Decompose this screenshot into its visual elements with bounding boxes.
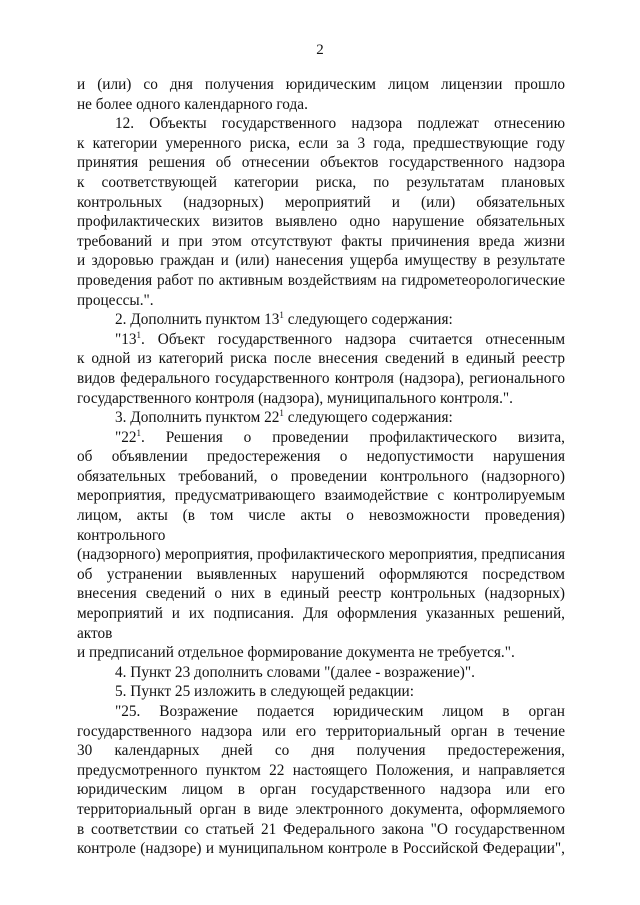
text-line: к соответствующей категории риска, по результатам плановых	[77, 173, 565, 191]
text-line: предусмотренного пунктом 22 настоящего Положения, и направляется	[77, 761, 565, 779]
text-line: и предписаний отдельное формирование документа не требуется.".	[77, 644, 515, 662]
text-line: к одной из категорий риска после внесения сведений в единый реестр	[77, 350, 565, 368]
superscript: 1	[279, 408, 284, 419]
text-line: видов федерального государственного контроля (надзора), регионального	[77, 369, 565, 387]
text-line: и (или) со дня получения юридическим лицом лицензии прошло	[77, 76, 565, 93]
text-line: мероприятия, предусматривающего взаимодействие с контролируемым	[77, 487, 565, 505]
text-fragment: 3. Дополнить пунктом 22	[115, 409, 280, 427]
text-line: 30 календарных дней со дня получения предостережения,	[77, 742, 565, 760]
text-line: проведения работ по активным воздействиям на гидрометеорологические	[77, 271, 565, 289]
text-line: в соответствии со статьей 21 Федерального закона "О государственном	[77, 820, 565, 838]
text-line: государственного контроля (надзора), муниципального контроля.".	[77, 389, 513, 407]
text-fragment: "13	[115, 330, 137, 348]
text-line	[77, 428, 565, 448]
text-line: мероприятий и их подписания. Для оформления указанных решений, актов	[77, 605, 565, 642]
text-line: территориальный орган в виде электронного документа, оформляемого	[77, 800, 565, 818]
text-line: к категории умеренного риска, если за 3 года, предшествующие году	[77, 134, 565, 152]
text-line: 12. Объекты государственного надзора подлежат отнесению	[115, 115, 565, 133]
page-number: 2	[316, 42, 324, 58]
document-body	[77, 75, 565, 859]
text-line: юридическим лицом в орган государственного надзора или его	[77, 781, 565, 799]
text-fragment: "22	[115, 428, 137, 446]
text-line: об объявлении предостережения о недопустимости нарушения	[77, 448, 565, 466]
superscript: 1	[279, 310, 284, 321]
text-line: (надзорного) мероприятия, профилактического мероприятия, предписания	[77, 546, 565, 564]
text-fragment: . Объект государственного надзора считается отнесенным	[141, 330, 565, 348]
text-line: профилактических визитов выявлено одно нарушение обязательных	[77, 213, 565, 231]
text-fragment: 2. Дополнить пунктом 13	[115, 311, 280, 329]
text-line: процессы.".	[77, 291, 154, 309]
paragraph-item-13-1	[77, 330, 565, 408]
text-line: "25. Возражение подается юридическим лицом в орган	[115, 703, 565, 720]
text-line: контроле (надзоре) и муниципальном контроле в Российской Федерации",	[77, 840, 565, 858]
text-line: лицом, акты (в том числе акты о невозможности проведения) контрольного	[77, 507, 565, 544]
paragraph-amendment-3	[77, 408, 565, 428]
paragraph-item-25	[77, 702, 565, 859]
text-line: об устранении выявленных нарушений оформляются посредством	[77, 565, 565, 583]
paragraph-amendment-4: 4. Пункт 23 дополнить словами "(далее - возражение)".	[115, 663, 475, 681]
text-line: требований и при этом отсутствуют факты причинения вреда жизни	[77, 232, 565, 250]
text-line: внесения сведений о них в единый реестр контрольных (надзорных)	[77, 585, 565, 603]
paragraph-item-12	[77, 114, 565, 310]
text-line: не более одного календарного года.	[77, 95, 308, 113]
text-line: принятия решения об отнесении объектов государственного надзора	[77, 154, 565, 172]
paragraph-item-22-1	[77, 428, 565, 663]
text-fragment: следующего содержания:	[283, 409, 453, 427]
superscript: 1	[136, 329, 142, 340]
text-fragment: . Решения о проведении профилактического визита,	[141, 428, 565, 446]
text-line: контрольных (надзорных) мероприятий и (или) обязательных	[77, 193, 565, 211]
superscript: 1	[136, 427, 142, 438]
paragraph-amendment-2	[77, 310, 565, 330]
text-line	[77, 330, 565, 350]
text-line: и здоровью граждан и (или) нанесения ущерба имуществу в результате	[77, 252, 565, 270]
text-fragment: следующего содержания:	[283, 311, 453, 329]
text-line: государственного надзора или его территориальный орган в течение	[77, 722, 565, 740]
paragraph-amendment-5: 5. Пункт 25 изложить в следующей редакции:	[115, 683, 414, 701]
paragraph-continuation	[77, 75, 565, 114]
text-line: обязательных требований, о проведении контрольного (надзорного)	[77, 467, 565, 485]
